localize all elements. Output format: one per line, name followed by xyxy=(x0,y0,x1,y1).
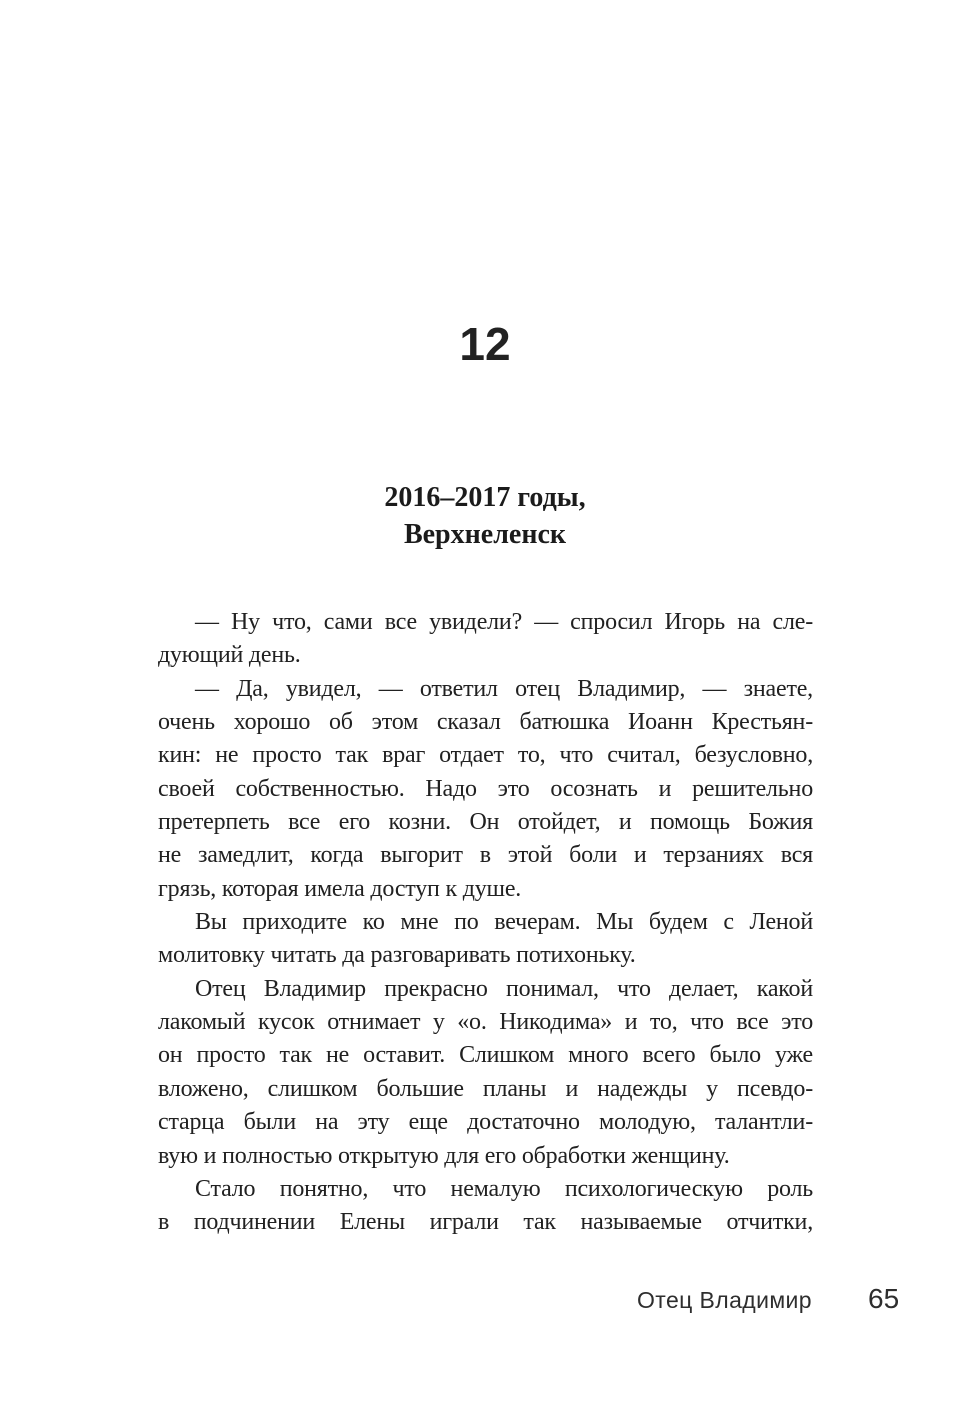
paragraph-line: претерпеть все его козни. Он отойдет, и помощь Божия xyxy=(158,809,813,836)
paragraph-line: Отец Владимир прекрасно понимал, что делает, какой xyxy=(195,975,813,1002)
running-title: Отец Владимир xyxy=(637,1287,812,1313)
paragraph-line: очень хорошо об этом сказал батюшка Иоанн Крестьян- xyxy=(158,709,813,736)
paragraph-line: молитовку читать да разговаривать потихоньку. xyxy=(158,942,636,969)
chapter-number: 12 xyxy=(459,318,511,370)
paragraph-line: старца были на эту еще достаточно молодую, талантли- xyxy=(158,1109,813,1136)
paragraph-line: Стало понятно, что немалую психологическую роль xyxy=(195,1175,813,1202)
paragraph xyxy=(158,1173,813,1240)
section-heading-line-1: 2016–2017 годы, xyxy=(384,482,586,513)
paragraph-line: он просто так не оставит. Слишком много всего было уже xyxy=(158,1042,813,1069)
paragraph-line: вложено, слишком большие планы и надежды у псевдо- xyxy=(158,1075,813,1102)
paragraph xyxy=(158,673,813,906)
paragraph xyxy=(158,906,813,973)
paragraph-line: кин: не просто так враг отдает то, что считал, безусловно, xyxy=(158,742,813,769)
section-heading-line-2: Верхнеленск xyxy=(403,519,567,550)
paragraph-line: не замедлит, когда выгорит в этой боли и терзаниях вся xyxy=(158,842,813,869)
body-text xyxy=(158,606,813,1240)
paragraph-line: дующий день. xyxy=(158,642,301,669)
paragraph-line: — Да, увидел, — ответил отец Владимир, — знаете, xyxy=(195,675,813,702)
paragraph-line: своей собственностью. Надо это осознать и решительно xyxy=(158,775,813,802)
paragraph-line: в подчинении Елены играли так называемые отчитки, xyxy=(158,1209,813,1236)
paragraph-line: — Ну что, сами все увидели? — спросил Игорь на сле- xyxy=(195,609,813,635)
paragraph-line: грязь, которая имела доступ к душе. xyxy=(158,875,522,902)
paragraph-line: лакомый кусок отнимает у «о. Никодима» и то, что все это xyxy=(158,1009,813,1036)
section-heading xyxy=(0,479,970,553)
paragraph xyxy=(158,606,813,673)
paragraph-line: вую и полностью открытую для его обработки женщину. xyxy=(158,1142,730,1169)
paragraph-line: Вы приходите ко мне по вечерам. Мы будем с Леной xyxy=(195,909,813,936)
paragraph xyxy=(158,973,813,1173)
page-number: 65 xyxy=(868,1283,900,1314)
